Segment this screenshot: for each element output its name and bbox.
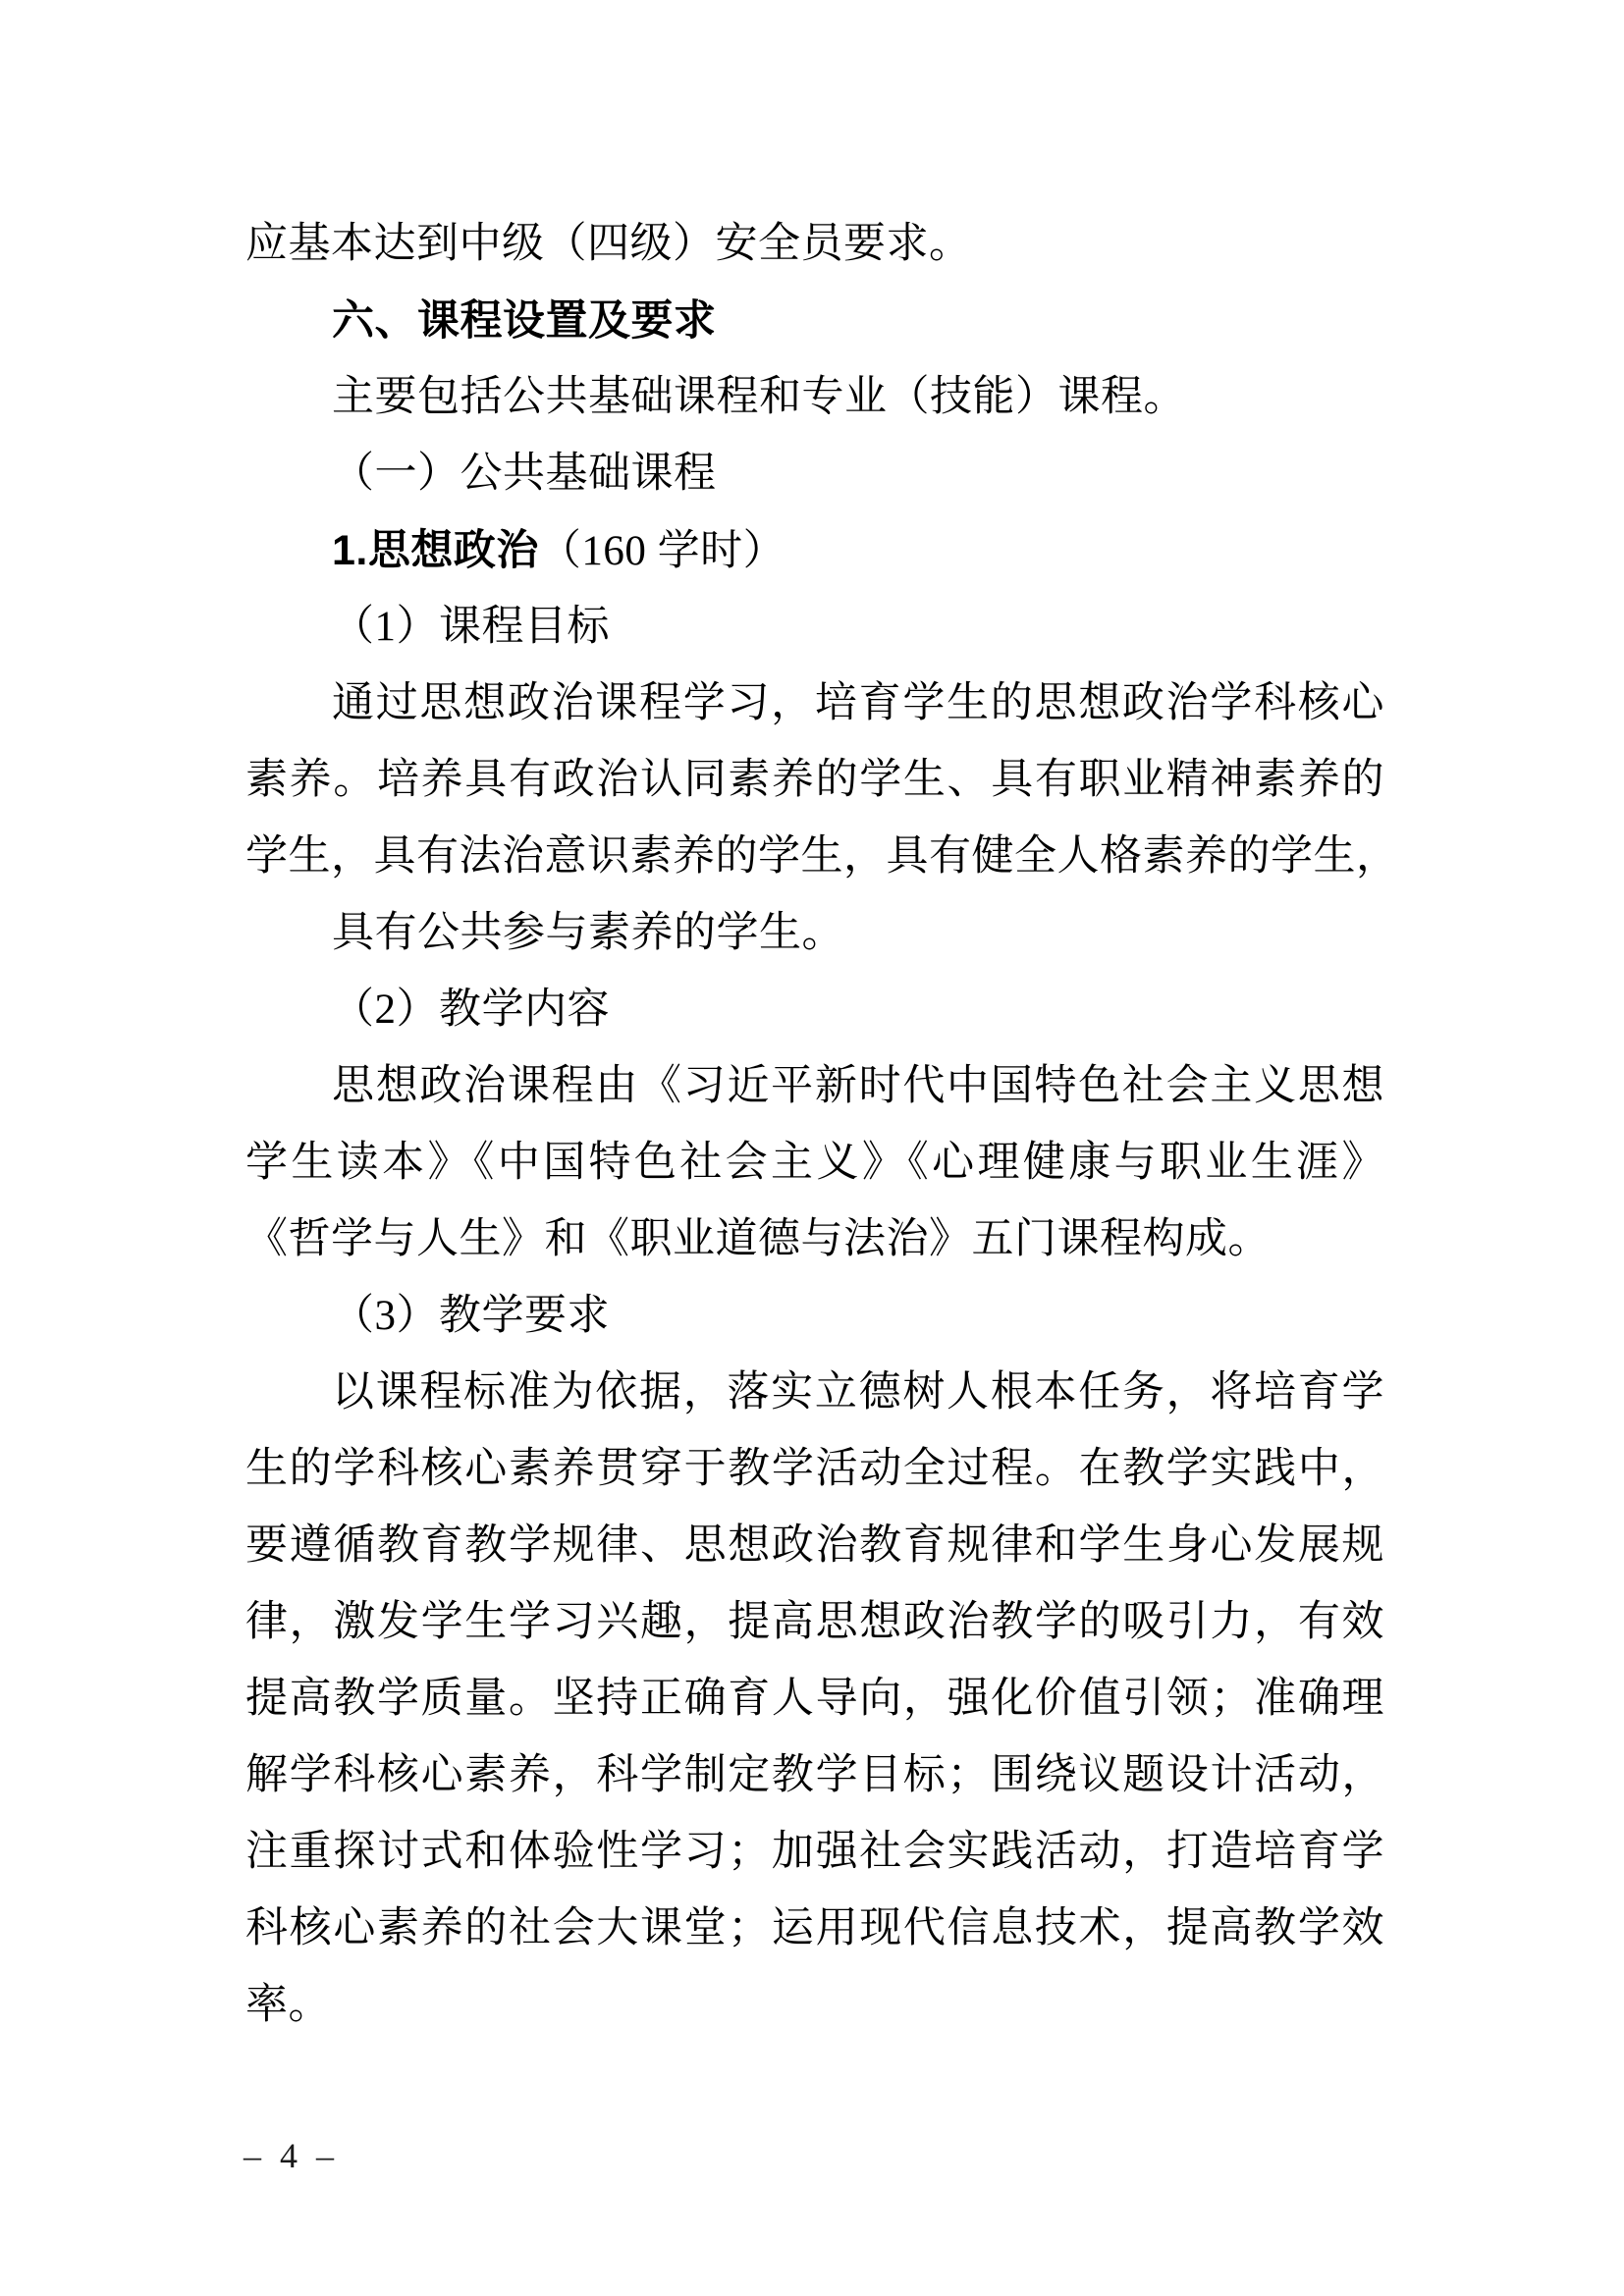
paragraph-line: 解学科核心素养，科学制定教学目标；围绕议题设计活动， <box>245 1752 1384 1798</box>
paragraph-line: 提高教学质量。坚持正确育人导向，强化价值引领；准确理 <box>245 1676 1384 1722</box>
paragraph-line: 主要包括公共基础课程和专业（技能）课程。 <box>332 374 1186 420</box>
paragraph-line: 学生读本》《中国特色社会主义》《心理健康与职业生涯》 <box>245 1140 1384 1186</box>
item-heading-content: （2）教学内容 <box>332 987 610 1033</box>
paragraph-line: 学生，具有法治意识素养的学生，具有健全人格素养的学生， <box>245 833 1399 880</box>
course-hours: （160 学时） <box>538 528 786 574</box>
document-body <box>245 206 1399 2044</box>
paragraph-line: 科核心素养的社会大课堂；运用现代信息技术，提高教学效 <box>245 1905 1384 1951</box>
paragraph-line: 素养。培养具有政治认同素养的学生、具有职业精神素养的 <box>245 757 1384 803</box>
paragraph-continuation-line: 应基本达到中级（四级）安全员要求。 <box>245 221 972 267</box>
paragraph-line: 要遵循教育教学规律、思想政治教育规律和学生身心发展规 <box>245 1522 1384 1569</box>
paragraph-line: 律，激发学生学习兴趣，提高思想政治教学的吸引力，有效 <box>245 1599 1384 1645</box>
paragraph-line: 通过思想政治课程学习，培育学生的思想政治学科核心 <box>332 680 1384 726</box>
course-name: 1.思想政治 <box>332 527 539 574</box>
paragraph-line: 思想政治课程由《习近平新时代中国特色社会主义思想 <box>332 1063 1384 1109</box>
section-heading: 六、课程设置及要求 <box>332 297 717 345</box>
page-number: – 4 – <box>244 2136 339 2175</box>
paragraph-line: 具有公共参与素养的学生。 <box>332 910 844 956</box>
item-heading-requirements: （3）教学要求 <box>332 1293 610 1339</box>
subsection-heading: （一）公共基础课程 <box>332 451 717 497</box>
item-heading-objectives: （1）课程目标 <box>332 604 610 650</box>
course-heading <box>245 512 1384 589</box>
paragraph-line: 率。 <box>245 1982 331 2028</box>
paragraph-line: 以课程标准为依据，落实立德树人根本任务，将培育学 <box>332 1369 1384 1415</box>
paragraph-line: 注重探讨式和体验性学习；加强社会实践活动，打造培育学 <box>245 1829 1384 1875</box>
paragraph-line: 《哲学与人生》和《职业道德与法治》五门课程构成。 <box>245 1216 1271 1262</box>
paragraph-line: 生的学科核心素养贯穿于教学活动全过程。在教学实践中， <box>245 1446 1384 1492</box>
